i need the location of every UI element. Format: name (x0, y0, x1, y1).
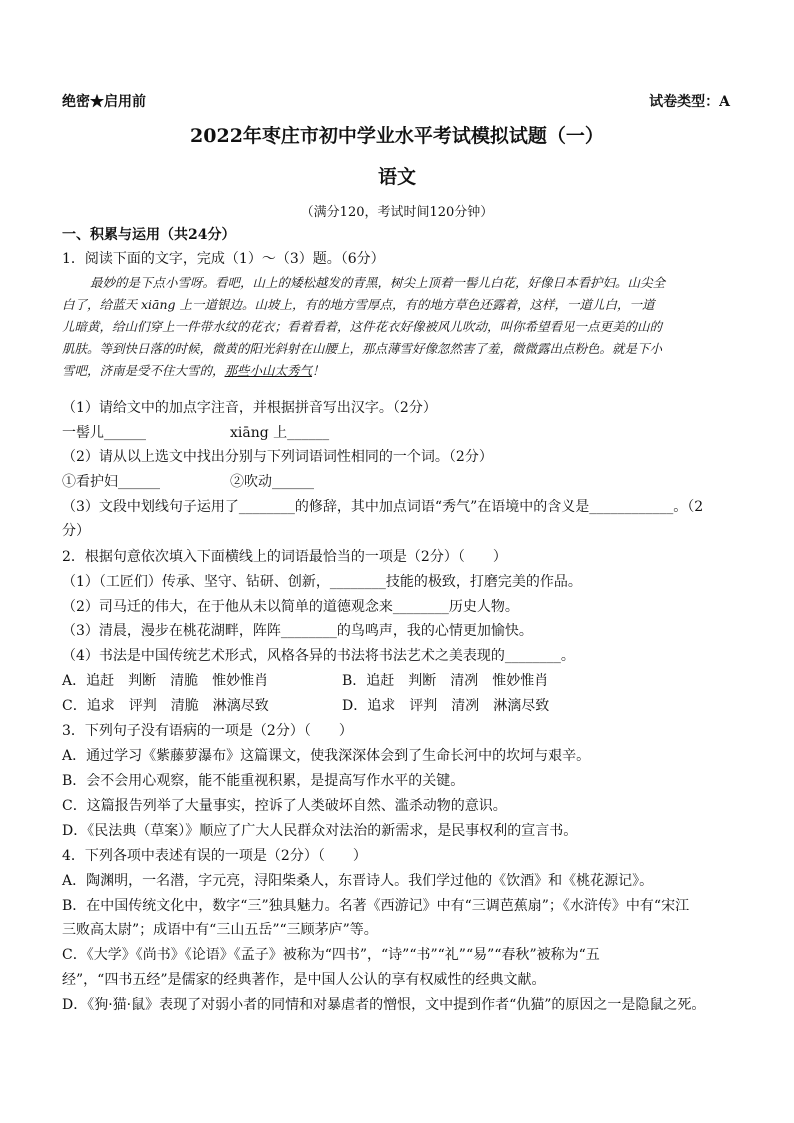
q2-item: （3）清晨，漫步在桃花湖畔，阵阵________的鸟鸣声，我的心情更加愉快。 (62, 623, 533, 639)
option-d[interactable]: D．追求 评判 清冽 淋漓尽致 (342, 698, 550, 714)
q4-option-d[interactable]: D．《狗·猫·鼠》表现了对弱小者的同情和对暴虐者的憎恨，文中提到作者“仇猫”的原因之一是隐鼠之死。 (62, 997, 706, 1013)
passage-line: 白了，给蓝天 xiāng 上一道银边。山坡上，有的地方雪厚点，有的地方草色还露着，这样，一道儿白，一道 (62, 297, 655, 312)
q1-sub2-answers (62, 472, 734, 492)
answer-blank-b[interactable]: xiāng 上______ (230, 425, 330, 441)
option-c[interactable]: C．追求 评判 清脆 淋漓尽致 (62, 698, 269, 714)
q4-option-b-cont: 三败高太尉”；成语中有“三山五岳”“三顾茅庐”等。 (62, 922, 378, 938)
q4-option-c[interactable]: C．《大学》《尚书》《论语》《孟子》被称为“四书”，“诗”“书”“礼”“易”“春秋”被称为“五 (62, 947, 600, 963)
q1-sub1: （1）请给文中的加点字注音，并根据拼音写出汉字。（2分） (62, 400, 437, 416)
confidential-label: 绝密★启用前 (62, 94, 146, 110)
answer-blank-a[interactable]: 一髻儿______ (62, 425, 146, 441)
answer-blank-a[interactable]: ①看护妇______ (62, 474, 160, 490)
q2-options-row2 (62, 696, 734, 716)
q1-sub3-cont: 分） (62, 523, 90, 539)
option-a[interactable]: A．追赶 判断 清脆 惟妙惟肖 (62, 673, 269, 689)
q4-option-b[interactable]: B．在中国传统文化中，数字“三”独具魅力。名著《西游记》中有“三调芭蕉扇”；《水浒传》中有“宋江 (62, 898, 690, 914)
q3-stem: 3．下列句子没有语病的一项是（2分）（ ） (62, 723, 353, 739)
score-note: （满分120，考试时间120分钟） (300, 205, 494, 220)
q2-options-row1 (62, 671, 734, 691)
q2-item: （2）司马迁的伟大，在于他从未以简单的道德观念来________历史人物。 (62, 599, 519, 615)
q4-option-c-cont: 经”，“四书五经”是儒家的经典著作，是中国人公认的享有权威性的经典文献。 (62, 972, 546, 988)
q3-option-a[interactable]: A．通过学习《紫藤萝瀑布》这篇课文，使我深深体会到了生命长河中的坎坷与艰辛。 (62, 748, 591, 764)
option-b[interactable]: B．追赶 判断 清冽 惟妙惟肖 (342, 673, 549, 689)
section-heading: 一、积累与运用（共24分） (62, 227, 236, 243)
exam-title: 2022年枣庄市初中学业水平考试模拟试题（一） (190, 125, 604, 147)
q1-sub2: （2）请从以上选文中找出分别与下列词语词性相同的一个词。（2分） (62, 449, 493, 465)
paper-type-label: 试卷类型：A (649, 94, 730, 110)
passage-line: 儿暗黄，给山们穿上一件带水纹的花衣；看着看着，这件花衣好像被风儿吹动，叫你希望看见一点更美的山的 (62, 319, 663, 334)
subject-title: 语文 (377, 166, 416, 188)
answer-blank-b[interactable]: ②吹动______ (230, 474, 314, 490)
q1-passage (62, 272, 734, 382)
underlined-sentence: 那些小山太秀气 (224, 363, 313, 378)
q1-stem: 1．阅读下面的文字，完成（1）～（3）题。（6分） (62, 251, 385, 267)
q2-item: （1）（工匠们）传承、坚守、钻研、创新，________技能的极致，打磨完美的作品。 (62, 574, 582, 590)
q4-stem: 4．下列各项中表述有误的一项是（2分）（ ） (62, 848, 367, 864)
passage-line: 最妙的是下点小雪呀。看吧，山上的矮松越发的青黑，树尖上顶着一髻儿白花，好像日本看护妇。山尖全 (90, 275, 666, 290)
q3-option-b[interactable]: B．会不会用心观察，能不能重视积累，是提高写作水平的关键。 (62, 773, 465, 789)
passage-text: ！ (312, 363, 325, 378)
q3-option-d[interactable]: D．《民法典（草案）》顺应了广大人民群众对法治的新需求，是民事权利的宣言书。 (62, 823, 578, 839)
passage-line (62, 360, 734, 382)
q2-stem: 2．根据句意依次填入下面横线上的词语最恰当的一项是（2分）（ ） (62, 549, 507, 565)
q3-option-c[interactable]: C．这篇报告列举了大量事实，控诉了人类破坏自然、滥杀动物的意识。 (62, 798, 507, 814)
q1-sub1-answers (62, 423, 734, 443)
q4-option-a[interactable]: A．陶渊明，一名潜，字元亮，浔阳柴桑人，东晋诗人。我们学过他的《饮酒》和《桃花源记》。 (62, 873, 654, 889)
passage-line: 肌肤。等到快日落的时候，微黄的阳光斜射在山腰上，那点薄雪好像忽然害了羞，微微露出点粉色。就是下小 (62, 341, 663, 356)
q2-item: （4）书法是中国传统艺术形式，风格各异的书法将书法艺术之美表现的________。 (62, 648, 575, 664)
q1-sub3: （3）文段中划线句子运用了________的修辞，其中加点词语“秀气”在语境中的含义是____________。（2 (62, 499, 704, 515)
passage-text: 雪吧，济南是受不住大雪的， (62, 363, 225, 378)
